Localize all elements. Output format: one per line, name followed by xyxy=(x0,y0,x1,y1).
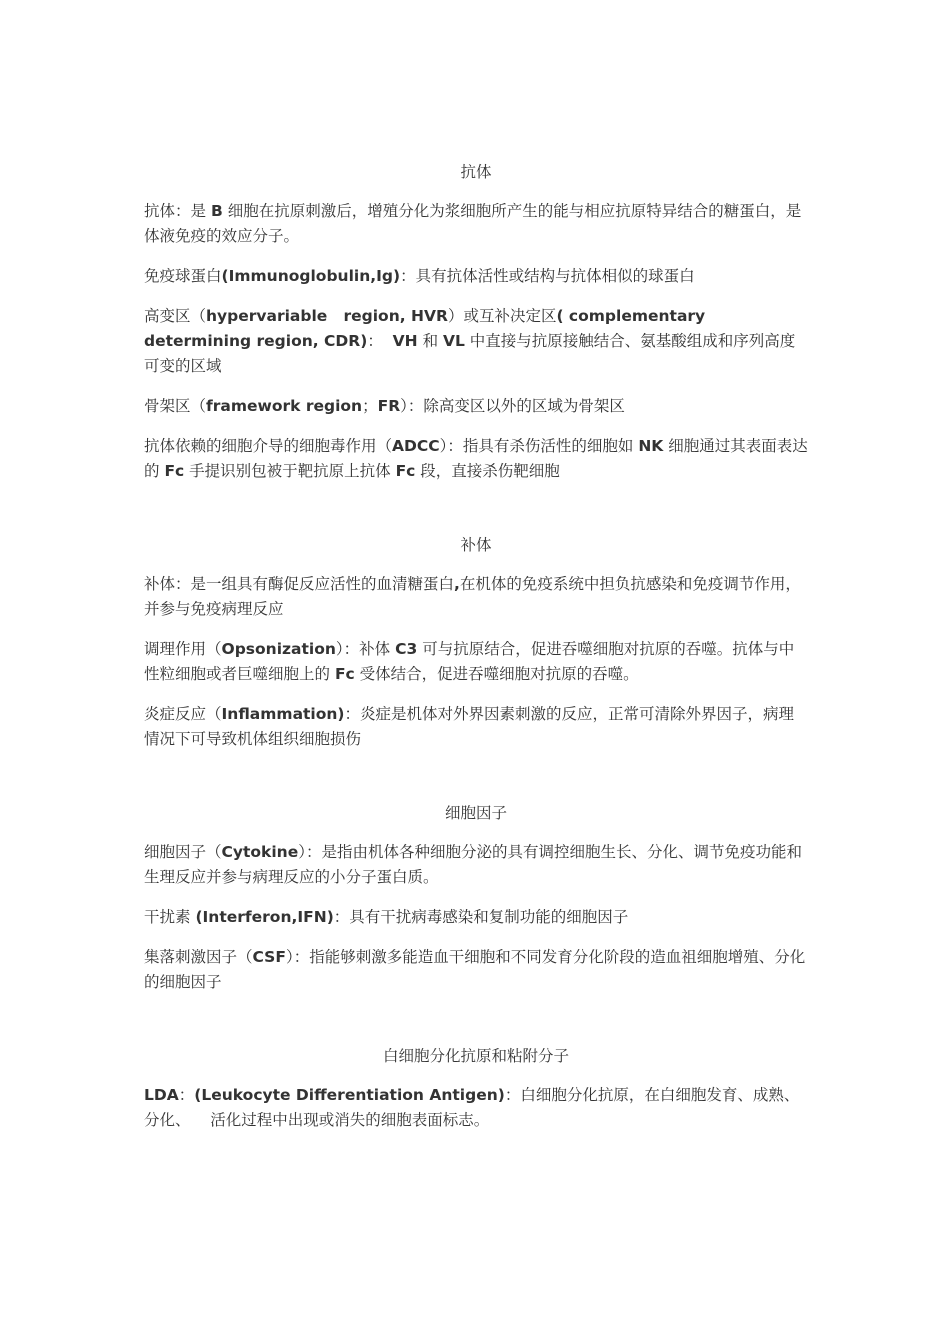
bold-text-run: Cytokine xyxy=(221,843,299,861)
bold-text-run: Fc xyxy=(395,462,416,480)
definition-paragraph xyxy=(144,572,808,622)
bold-text-run: C3 xyxy=(395,640,418,658)
text-run: 中直接与抗原接触结合、氨基酸组成和序列高度可变的区域 xyxy=(144,332,796,375)
document-section xyxy=(144,160,808,484)
definition-paragraph xyxy=(144,945,808,995)
document-section xyxy=(144,801,808,995)
bold-text-run: LDA xyxy=(144,1086,179,1104)
text-run: 调理作用（ xyxy=(144,640,222,658)
bold-text-run: VH xyxy=(392,332,418,350)
bold-text-run: NK xyxy=(638,437,664,455)
text-run: ：白细胞分化抗原，在白细胞发育、成熟、分化、 活化过程中出现或消失的细胞表面标志。 xyxy=(144,1086,800,1129)
definition-paragraph xyxy=(144,304,808,379)
definition-paragraph xyxy=(144,840,808,890)
text-run: 补体：是一组具有酶促反应活性的血清糖蛋白 xyxy=(144,575,455,593)
definition-paragraph xyxy=(144,702,808,752)
text-run: ）：是指由机体各种细胞分泌的具有调控细胞生长、分化、调节免疫功能和生理反应并参与病理反应的小分子蛋白质。 xyxy=(144,843,802,886)
text-run: ）：指具有杀伤活性的细胞如 xyxy=(439,437,639,455)
bold-text-run: , xyxy=(454,575,460,593)
text-run: 抗体依赖的细胞介导的细胞毒作用（ xyxy=(144,437,393,455)
definition-paragraph xyxy=(144,905,808,930)
bold-text-run: (Immunoglobulin,Ig) xyxy=(221,267,401,285)
definition-paragraph xyxy=(144,394,808,419)
bold-text-run: hypervariable region, HVR xyxy=(206,307,448,325)
bold-text-run: ADCC xyxy=(392,437,440,455)
document-section xyxy=(144,1044,808,1133)
bold-text-run: Inflammation) xyxy=(221,705,345,723)
definition-paragraph xyxy=(144,264,808,289)
text-run: 段，直接杀伤靶细胞 xyxy=(415,462,560,480)
text-run: 和 xyxy=(417,332,443,350)
bold-text-run: FR xyxy=(377,397,401,415)
bold-text-run: framework region xyxy=(206,397,363,415)
text-run: 干扰素 xyxy=(144,908,196,926)
text-run: ）：补体 xyxy=(335,640,396,658)
bold-text-run: Fc xyxy=(334,665,355,683)
definition-paragraph xyxy=(144,434,808,484)
bold-text-run: ( complementary determining region, CDR) xyxy=(144,307,711,350)
text-run: ：具有干扰病毒感染和复制功能的细胞因子 xyxy=(333,908,629,926)
text-run: ； xyxy=(362,397,378,415)
text-run: 在机体的免疫系统中担负抗感染和免疫调节作用，并参与免疫病理反应 xyxy=(144,575,801,618)
text-run: 炎症反应（ xyxy=(144,705,222,723)
definition-paragraph xyxy=(144,199,808,249)
document-page xyxy=(144,160,808,1182)
document-section xyxy=(144,533,808,752)
definition-paragraph xyxy=(144,1083,808,1133)
text-run: 细胞在抗原刺激后，增殖分化为浆细胞所产生的能与相应抗原特异结合的糖蛋白，是体液免疫的效应分子。 xyxy=(144,202,802,245)
section-title: 细胞因子 xyxy=(444,804,507,822)
bold-text-run: (Interferon,IFN) xyxy=(195,908,334,926)
text-run: 高变区（ xyxy=(144,307,207,325)
bold-text-run: CSF xyxy=(252,948,286,966)
section-title: 补体 xyxy=(460,536,492,554)
text-run: 细胞通过其表面表达的 xyxy=(144,437,808,480)
section-title: 抗体 xyxy=(460,163,492,181)
text-run: 集落刺激因子（ xyxy=(144,948,253,966)
text-run: 抗体：是 xyxy=(144,202,211,220)
text-run: 免疫球蛋白 xyxy=(144,267,222,285)
text-run: ： xyxy=(367,332,393,350)
bold-text-run: VL xyxy=(443,332,465,350)
text-run: ）或互补决定区 xyxy=(447,307,557,325)
text-run: ： xyxy=(178,1086,195,1104)
bold-text-run: Fc xyxy=(164,462,185,480)
text-run: 手提识别包被于靶抗原上抗体 xyxy=(184,462,396,480)
section-title: 白细胞分化抗原和粘附分子 xyxy=(382,1047,569,1065)
text-run: ）：除高变区以外的区域为骨架区 xyxy=(400,397,625,415)
bold-text-run: B xyxy=(210,202,223,220)
bold-text-run: Opsonization xyxy=(221,640,336,658)
text-run: 骨架区（ xyxy=(144,397,207,415)
text-run: 细胞因子（ xyxy=(144,843,222,861)
text-run: ：炎症是机体对外界因素刺激的反应，正常可清除外界因子，病理情况下可导致机体组织细胞损伤 xyxy=(144,705,795,748)
text-run: ：具有抗体活性或结构与抗体相似的球蛋白 xyxy=(400,267,695,285)
definition-paragraph xyxy=(144,637,808,687)
text-run: 受体结合，促进吞噬细胞对抗原的吞噬。 xyxy=(354,665,639,683)
text-run: 可与抗原结合，促进吞噬细胞对抗原的吞噬。抗体与中性粒细胞或者巨噬细胞上的 xyxy=(144,640,795,683)
bold-text-run: (Leukocyte Differentiation Antigen) xyxy=(194,1086,505,1104)
text-run: ）：指能够刺激多能造血干细胞和不同发育分化阶段的造血祖细胞增殖、分化的细胞因子 xyxy=(144,948,806,991)
